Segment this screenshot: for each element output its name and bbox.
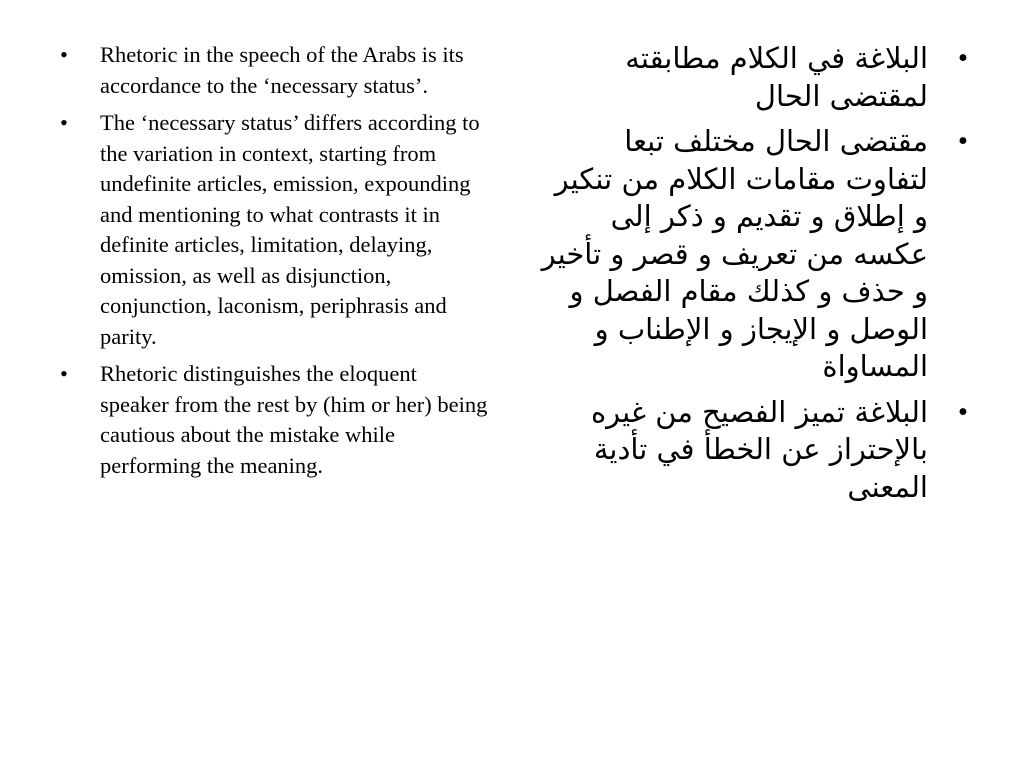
arabic-bullet-item bbox=[540, 40, 968, 115]
bullet-icon: • bbox=[957, 42, 968, 74]
bullet-icon: • bbox=[60, 110, 68, 135]
english-bullet-text: The ‘necessary status’ differs according to the variation in context, starting from undefinite articles, emission, expounding and mentioning to what contrasts it in definite articles, limitation, delaying, omission, as well as disjunction, conjunction, laconism, periphrasis and parity. bbox=[100, 110, 480, 349]
arabic-column bbox=[540, 40, 968, 514]
english-bullet-text: Rhetoric distinguishes the eloquent speaker from the rest by (him or her) being cautious about the mistake while performing the meaning. bbox=[100, 361, 488, 478]
arabic-bullet-item bbox=[540, 123, 968, 386]
english-bullet-list bbox=[60, 40, 488, 481]
bullet-icon: • bbox=[957, 125, 968, 157]
english-column bbox=[60, 40, 488, 488]
arabic-bullet-text: البلاغة في الكلام مطابقته لمقتضى الحال bbox=[625, 41, 928, 113]
bullet-icon: • bbox=[60, 361, 68, 386]
arabic-bullet-item bbox=[540, 394, 968, 507]
bullet-icon: • bbox=[957, 395, 968, 428]
bullet-icon: • bbox=[60, 42, 68, 67]
english-bullet-item bbox=[60, 108, 488, 352]
arabic-bullet-text: مقتضى الحال مختلف تبعا لتفاوت مقامات الكلام من تنكير و إطلاق و تقديم و ذكر إلى عكسه من تعريف و قصر و تأخير و حذف و كذلك مقام الفصل و الوصل و الإيجاز و الإطناب و المساواة bbox=[541, 124, 928, 383]
arabic-bullet-list bbox=[540, 40, 968, 506]
english-bullet-item bbox=[60, 40, 488, 101]
english-bullet-item bbox=[60, 359, 488, 481]
arabic-bullet-text: البلاغة تميز الفصيح من غيره بالإحتراز عن الخطأ في تأدية المعنى bbox=[590, 394, 928, 504]
english-bullet-text: Rhetoric in the speech of the Arabs is its accordance to the ‘necessary status’. bbox=[100, 42, 464, 98]
